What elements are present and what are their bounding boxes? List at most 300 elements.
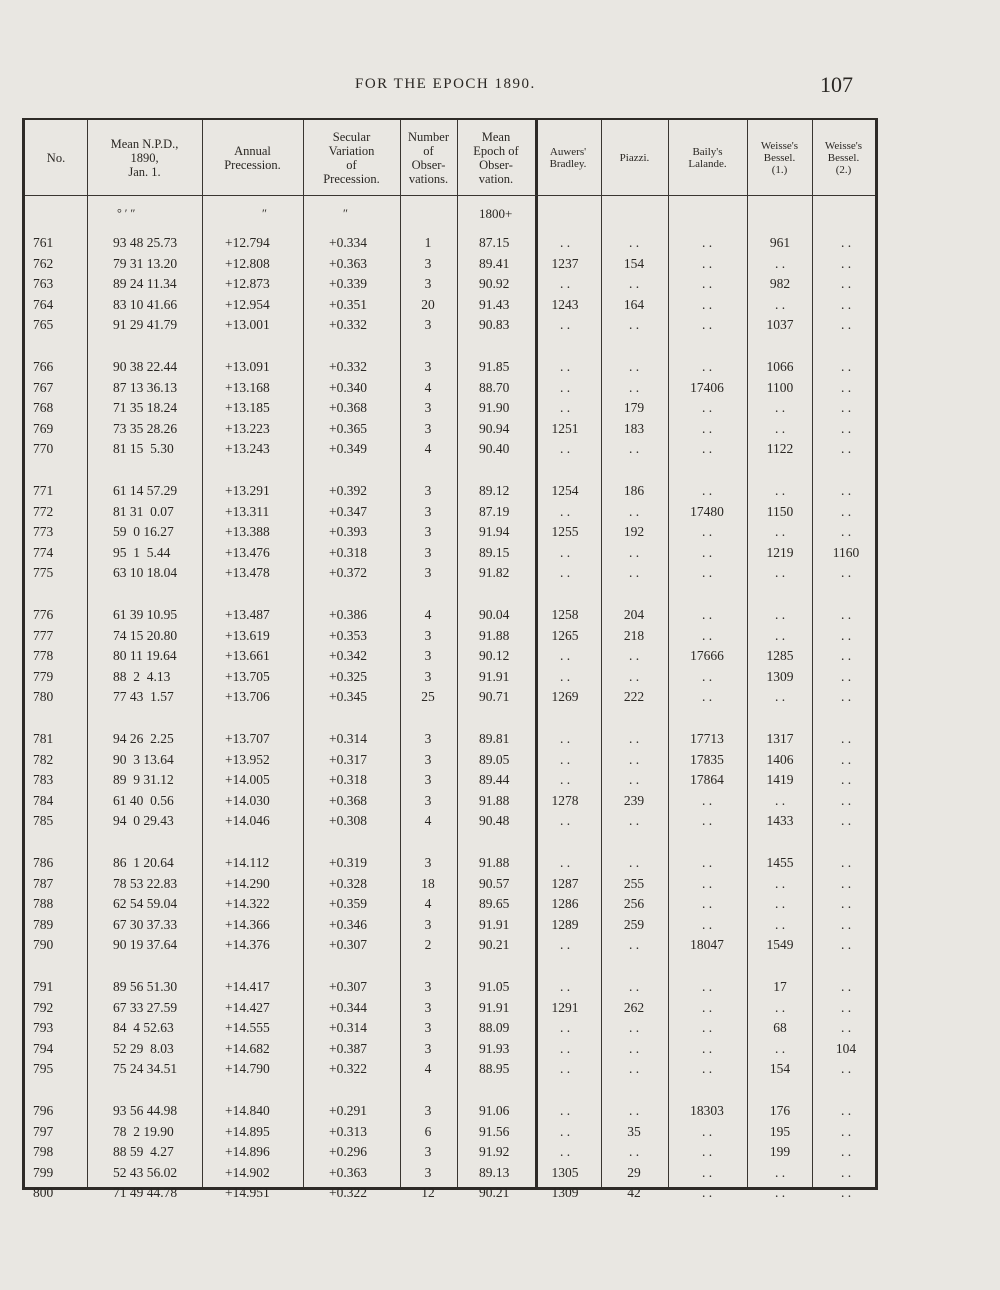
cell-secular: +0.319 [329, 855, 367, 870]
cell-auwers: . . [559, 235, 571, 250]
cell-annual: +14.112 [225, 855, 270, 870]
cell-secular: +0.334 [329, 235, 367, 250]
cell-secular: +0.353 [329, 627, 367, 643]
cell-n: 3 [424, 772, 432, 788]
cell-annual: +14.366 [225, 916, 270, 932]
cell-w1: 1433 [766, 813, 794, 829]
cell-annual: +13.291 [225, 483, 270, 498]
column-rule [747, 120, 748, 1187]
cell-epoch: 91.88 [479, 627, 510, 643]
cell-baily: . . [701, 979, 713, 994]
cell-piazzi: . . [628, 648, 640, 664]
cell-secular: +0.349 [329, 441, 367, 457]
cell-auwers: 1265 [551, 627, 579, 643]
cell-w2: 104 [835, 1040, 857, 1056]
cell-n: 3 [424, 916, 432, 932]
cell-epoch: 91.56 [479, 1123, 510, 1139]
cell-epoch: 90.92 [479, 276, 510, 292]
cell-no: 775 [33, 565, 54, 581]
cell-w1: 1317 [766, 731, 794, 746]
cell-no: 788 [33, 896, 54, 912]
cell-w2: . . [840, 1103, 852, 1118]
cell-no: 791 [33, 979, 54, 994]
cell-secular: +0.291 [329, 1103, 367, 1118]
cell-piazzi: . . [628, 276, 640, 292]
cell-no: 769 [33, 420, 54, 436]
cell-piazzi: 29 [627, 1164, 641, 1180]
cell-w1: 1406 [766, 751, 794, 767]
header-baily-lalande: Baily's Lalande. [688, 145, 727, 170]
cell-baily: . . [701, 359, 713, 374]
cell-auwers: . . [559, 400, 571, 416]
cell-epoch: 90.21 [479, 937, 510, 953]
cell-annual: +14.427 [225, 999, 270, 1015]
cell-baily: 17666 [690, 648, 724, 664]
cell-baily: . . [701, 1144, 713, 1160]
cell-epoch: 90.40 [479, 441, 510, 457]
cell-w2: . . [840, 731, 852, 746]
cell-baily: . . [701, 317, 713, 333]
cell-annual: +13.243 [225, 441, 270, 457]
cell-n: 20 [421, 296, 435, 312]
cell-piazzi: . . [628, 565, 640, 581]
cell-secular: +0.307 [329, 979, 367, 994]
cell-baily: . . [701, 524, 713, 540]
cell-baily: . . [701, 792, 713, 808]
cell-npd: 90 3 13.64 [113, 751, 174, 767]
cell-n: 3 [424, 751, 432, 767]
cell-n: 3 [424, 731, 432, 746]
cell-w1: . . [774, 1164, 786, 1180]
cell-w2: . . [840, 1144, 852, 1160]
cell-piazzi: . . [628, 317, 640, 333]
cell-w1: 961 [769, 235, 791, 250]
cell-w2: . . [840, 441, 852, 457]
cell-w1: 1219 [766, 544, 794, 560]
cell-w2: . . [840, 1164, 852, 1180]
header-mean-npd: Mean N.P.D., 1890, Jan. 1. [110, 136, 179, 179]
cell-w2: . . [840, 420, 852, 436]
cell-w2: . . [840, 772, 852, 788]
cell-npd: 95 1 5.44 [113, 544, 171, 560]
cell-w2: . . [840, 235, 852, 250]
cell-w2: . . [840, 627, 852, 643]
cell-baily: 17480 [690, 503, 724, 519]
cell-npd: 81 31 0.07 [113, 503, 174, 519]
cell-piazzi: . . [628, 1103, 640, 1118]
cell-auwers: . . [559, 979, 571, 994]
header-piazzi: Piazzi. [619, 151, 650, 164]
unit-epoch-base: 1800+ [479, 206, 513, 221]
cell-n: 4 [424, 441, 432, 457]
cell-w2: . . [840, 483, 852, 498]
cell-epoch: 91.85 [479, 359, 510, 374]
cell-no: 795 [33, 1061, 54, 1077]
cell-baily: . . [701, 296, 713, 312]
cell-epoch: 89.41 [479, 255, 510, 271]
cell-secular: +0.313 [329, 1123, 367, 1139]
cell-w1: 17 [773, 979, 787, 994]
cell-w2: . . [840, 296, 852, 312]
cell-annual: +13.487 [225, 607, 270, 622]
cell-w2: . . [840, 668, 852, 684]
cell-n: 3 [424, 1164, 432, 1180]
cell-npd: 89 24 11.34 [113, 276, 177, 292]
cell-w2: . . [840, 1123, 852, 1139]
cell-npd: 88 2 4.13 [113, 668, 171, 684]
cell-npd: 86 1 20.64 [113, 855, 174, 870]
cell-auwers: . . [559, 276, 571, 292]
cell-baily: . . [701, 1123, 713, 1139]
header-mean-epoch: Mean Epoch of Obser- vation. [473, 129, 519, 186]
cell-n: 3 [424, 979, 432, 994]
cell-auwers: . . [559, 544, 571, 560]
cell-secular: +0.308 [329, 813, 367, 829]
cell-w2: . . [840, 689, 852, 705]
cell-n: 1 [424, 235, 432, 250]
cell-w2: . . [840, 999, 852, 1015]
cell-no: 800 [33, 1185, 54, 1201]
cell-no: 778 [33, 648, 54, 664]
cell-npd: 93 56 44.98 [113, 1103, 178, 1118]
cell-w1: . . [774, 999, 786, 1015]
cell-piazzi: 183 [623, 420, 645, 436]
cell-npd: 77 43 1.57 [113, 689, 174, 705]
cell-epoch: 91.82 [479, 565, 510, 581]
cell-secular: +0.392 [329, 483, 367, 498]
cell-no: 786 [33, 855, 54, 870]
cell-annual: +12.954 [225, 296, 270, 312]
cell-secular: +0.314 [329, 1020, 367, 1036]
cell-annual: +13.707 [225, 731, 270, 746]
cell-auwers: . . [559, 359, 571, 374]
cell-no: 776 [33, 607, 54, 622]
cell-auwers: . . [559, 565, 571, 581]
cell-epoch: 90.94 [479, 420, 510, 436]
cell-secular: +0.296 [329, 1144, 367, 1160]
cell-secular: +0.347 [329, 503, 367, 519]
cell-npd: 81 15 5.30 [113, 441, 174, 457]
cell-auwers: . . [559, 441, 571, 457]
cell-npd: 94 26 2.25 [113, 731, 174, 746]
header-auwers-bradley: Auwers' Bradley. [549, 145, 587, 170]
cell-secular: +0.365 [329, 420, 367, 436]
cell-piazzi: . . [628, 813, 640, 829]
cell-piazzi: . . [628, 441, 640, 457]
cell-secular: +0.314 [329, 731, 367, 746]
cell-annual: +13.311 [225, 503, 270, 519]
cell-baily: 18303 [690, 1103, 724, 1118]
cell-auwers: . . [559, 668, 571, 684]
cell-secular: +0.363 [329, 255, 367, 271]
cell-w1: . . [774, 1185, 786, 1201]
cell-n: 3 [424, 1040, 432, 1056]
cell-no: 783 [33, 772, 54, 788]
cell-n: 18 [421, 875, 435, 891]
cell-annual: +14.417 [225, 979, 270, 994]
cell-epoch: 91.94 [479, 524, 510, 540]
cell-n: 6 [424, 1123, 432, 1139]
cell-epoch: 89.12 [479, 483, 510, 498]
column-rule [457, 120, 458, 1187]
cell-w1: . . [774, 607, 786, 622]
cell-w2: . . [840, 317, 852, 333]
cell-w2: . . [840, 565, 852, 581]
cell-no: 766 [33, 359, 54, 374]
cell-n: 3 [424, 317, 432, 333]
cell-auwers: . . [559, 772, 571, 788]
cell-npd: 88 59 4.27 [113, 1144, 174, 1160]
cell-secular: +0.368 [329, 792, 367, 808]
cell-no: 797 [33, 1123, 54, 1139]
column-rule-heavy [535, 120, 538, 1187]
cell-w2: . . [840, 276, 852, 292]
cell-auwers: . . [559, 379, 571, 395]
cell-n: 3 [424, 565, 432, 581]
cell-secular: +0.325 [329, 668, 367, 684]
cell-auwers: 1254 [551, 483, 579, 498]
cell-n: 3 [424, 255, 432, 271]
cell-baily: . . [701, 441, 713, 457]
cell-piazzi: . . [628, 235, 640, 250]
cell-piazzi: . . [628, 855, 640, 870]
cell-w1: 1309 [766, 668, 794, 684]
cell-auwers: . . [559, 503, 571, 519]
cell-w2: . . [840, 751, 852, 767]
cell-n: 3 [424, 792, 432, 808]
cell-auwers: . . [559, 1020, 571, 1036]
cell-annual: +13.661 [225, 648, 270, 664]
cell-w1: 1549 [766, 937, 794, 953]
cell-secular: +0.393 [329, 524, 367, 540]
cell-no: 772 [33, 503, 54, 519]
cell-npd: 73 35 28.26 [113, 420, 178, 436]
cell-baily: . . [701, 1061, 713, 1077]
cell-no: 768 [33, 400, 54, 416]
cell-w1: 68 [773, 1020, 787, 1036]
cell-w1: . . [774, 483, 786, 498]
cell-n: 2 [424, 937, 432, 953]
cell-annual: +14.030 [225, 792, 270, 808]
cell-w2: . . [840, 875, 852, 891]
cell-npd: 52 29 8.03 [113, 1040, 174, 1056]
cell-piazzi: 204 [623, 607, 645, 622]
cell-epoch: 90.48 [479, 813, 510, 829]
cell-npd: 80 11 19.64 [113, 648, 177, 664]
cell-piazzi: 239 [623, 792, 645, 808]
cell-baily: . . [701, 255, 713, 271]
cell-secular: +0.332 [329, 359, 367, 374]
cell-epoch: 91.91 [479, 668, 510, 684]
cell-piazzi: 35 [627, 1123, 641, 1139]
cell-n: 4 [424, 1061, 432, 1077]
cell-baily: . . [701, 1040, 713, 1056]
cell-annual: +13.001 [225, 317, 270, 333]
cell-epoch: 91.90 [479, 400, 510, 416]
cell-w2: . . [840, 937, 852, 953]
cell-npd: 78 53 22.83 [113, 875, 178, 891]
cell-n: 3 [424, 400, 432, 416]
cell-piazzi: . . [628, 1144, 640, 1160]
cell-w1: . . [774, 400, 786, 416]
cell-npd: 87 13 36.13 [113, 379, 178, 395]
cell-baily: . . [701, 400, 713, 416]
cell-npd: 62 54 59.04 [113, 896, 178, 912]
cell-annual: +14.895 [225, 1123, 270, 1139]
cell-annual: +14.951 [225, 1185, 270, 1201]
cell-w2: . . [840, 1185, 852, 1201]
cell-baily: 17406 [690, 379, 724, 395]
cell-no: 792 [33, 999, 54, 1015]
cell-no: 782 [33, 751, 54, 767]
cell-piazzi: 186 [623, 483, 645, 498]
cell-epoch: 87.19 [479, 503, 510, 519]
cell-epoch: 89.15 [479, 544, 510, 560]
cell-annual: +13.091 [225, 359, 270, 374]
cell-baily: . . [701, 276, 713, 292]
header-weisse-bessel-2: Weisse's Bessel. (2.) [824, 139, 863, 176]
cell-no: 785 [33, 813, 54, 829]
cell-auwers: . . [559, 937, 571, 953]
cell-secular: +0.322 [329, 1185, 367, 1201]
cell-npd: 71 35 18.24 [113, 400, 178, 416]
cell-n: 25 [421, 689, 435, 705]
cell-annual: +13.476 [225, 544, 270, 560]
cell-no: 774 [33, 544, 54, 560]
cell-w1: 199 [769, 1144, 791, 1160]
cell-epoch: 91.43 [479, 296, 510, 312]
cell-piazzi: . . [628, 359, 640, 374]
cell-secular: +0.368 [329, 400, 367, 416]
cell-piazzi: 192 [623, 524, 645, 540]
cell-n: 12 [421, 1185, 435, 1201]
cell-auwers: . . [559, 648, 571, 664]
column-rule [303, 120, 304, 1187]
cell-w1: . . [774, 1040, 786, 1056]
cell-secular: +0.344 [329, 999, 367, 1015]
cell-piazzi: 255 [623, 875, 645, 891]
cell-auwers: . . [559, 1061, 571, 1077]
cell-annual: +13.952 [225, 751, 270, 767]
cell-no: 773 [33, 524, 54, 540]
cell-w1: . . [774, 420, 786, 436]
cell-auwers: 1287 [551, 875, 579, 891]
cell-auwers: . . [559, 751, 571, 767]
cell-npd: 61 14 57.29 [113, 483, 178, 498]
cell-secular: +0.342 [329, 648, 367, 664]
cell-epoch: 91.88 [479, 855, 510, 870]
cell-w2: . . [840, 1020, 852, 1036]
cell-secular: +0.363 [329, 1164, 367, 1180]
cell-baily: . . [701, 483, 713, 498]
cell-auwers: 1305 [551, 1164, 579, 1180]
cell-baily: . . [701, 999, 713, 1015]
cell-piazzi: 164 [623, 296, 645, 312]
cell-piazzi: . . [628, 979, 640, 994]
cell-epoch: 88.70 [479, 379, 510, 395]
cell-w1: 1100 [766, 379, 794, 395]
cell-no: 796 [33, 1103, 54, 1118]
cell-auwers: 1269 [551, 689, 579, 705]
cell-secular: +0.340 [329, 379, 367, 395]
cell-w2: . . [840, 1061, 852, 1077]
cell-piazzi: . . [628, 544, 640, 560]
cell-annual: +12.794 [225, 235, 270, 250]
cell-epoch: 88.09 [479, 1020, 510, 1036]
cell-auwers: . . [559, 1103, 571, 1118]
cell-no: 764 [33, 296, 54, 312]
cell-no: 780 [33, 689, 54, 705]
cell-baily: . . [701, 916, 713, 932]
cell-no: 793 [33, 1020, 54, 1036]
cell-baily: 17864 [690, 772, 724, 788]
cell-no: 770 [33, 441, 54, 457]
cell-npd: 89 9 31.12 [113, 772, 174, 788]
cell-n: 3 [424, 544, 432, 560]
cell-w1: 1066 [766, 359, 794, 374]
cell-no: 787 [33, 875, 54, 891]
cell-epoch: 90.83 [479, 317, 510, 333]
cell-baily: . . [701, 607, 713, 622]
cell-w1: 1419 [766, 772, 794, 788]
cell-secular: +0.351 [329, 296, 367, 312]
cell-piazzi: 256 [623, 896, 645, 912]
cell-npd: 59 0 16.27 [113, 524, 174, 540]
cell-npd: 75 24 34.51 [113, 1061, 178, 1077]
cell-secular: +0.359 [329, 896, 367, 912]
cell-no: 765 [33, 317, 54, 333]
cell-piazzi: 179 [623, 400, 645, 416]
cell-annual: +14.902 [225, 1164, 270, 1180]
cell-auwers: 1291 [551, 999, 579, 1015]
cell-secular: +0.318 [329, 544, 367, 560]
cell-secular: +0.386 [329, 607, 367, 622]
cell-auwers: . . [559, 1144, 571, 1160]
cell-piazzi: . . [628, 1040, 640, 1056]
cell-w2: . . [840, 648, 852, 664]
cell-secular: +0.328 [329, 875, 367, 891]
cell-w2: . . [840, 255, 852, 271]
cell-annual: +14.682 [225, 1040, 270, 1056]
cell-npd: 67 33 27.59 [113, 999, 178, 1015]
cell-npd: 67 30 37.33 [113, 916, 178, 932]
cell-w2: . . [840, 916, 852, 932]
cell-no: 799 [33, 1164, 54, 1180]
cell-w2: . . [840, 855, 852, 870]
cell-piazzi: . . [628, 1020, 640, 1036]
cell-secular: +0.322 [329, 1061, 367, 1077]
cell-epoch: 91.05 [479, 979, 510, 994]
cell-secular: +0.332 [329, 317, 367, 333]
cell-n: 4 [424, 813, 432, 829]
column-rule [202, 120, 203, 1187]
cell-baily: . . [701, 668, 713, 684]
cell-n: 3 [424, 855, 432, 870]
cell-secular: +0.307 [329, 937, 367, 953]
cell-npd: 89 56 51.30 [113, 979, 178, 994]
header-no: No. [46, 150, 66, 165]
cell-w1: 176 [769, 1103, 791, 1118]
cell-w2: . . [840, 607, 852, 622]
cell-baily: . . [701, 565, 713, 581]
cell-n: 3 [424, 999, 432, 1015]
cell-annual: +14.555 [225, 1020, 270, 1036]
cell-npd: 61 40 0.56 [113, 792, 174, 808]
cell-n: 3 [424, 359, 432, 374]
page-number: 107 [820, 72, 853, 97]
cell-piazzi: . . [628, 379, 640, 395]
cell-no: 771 [33, 483, 54, 498]
